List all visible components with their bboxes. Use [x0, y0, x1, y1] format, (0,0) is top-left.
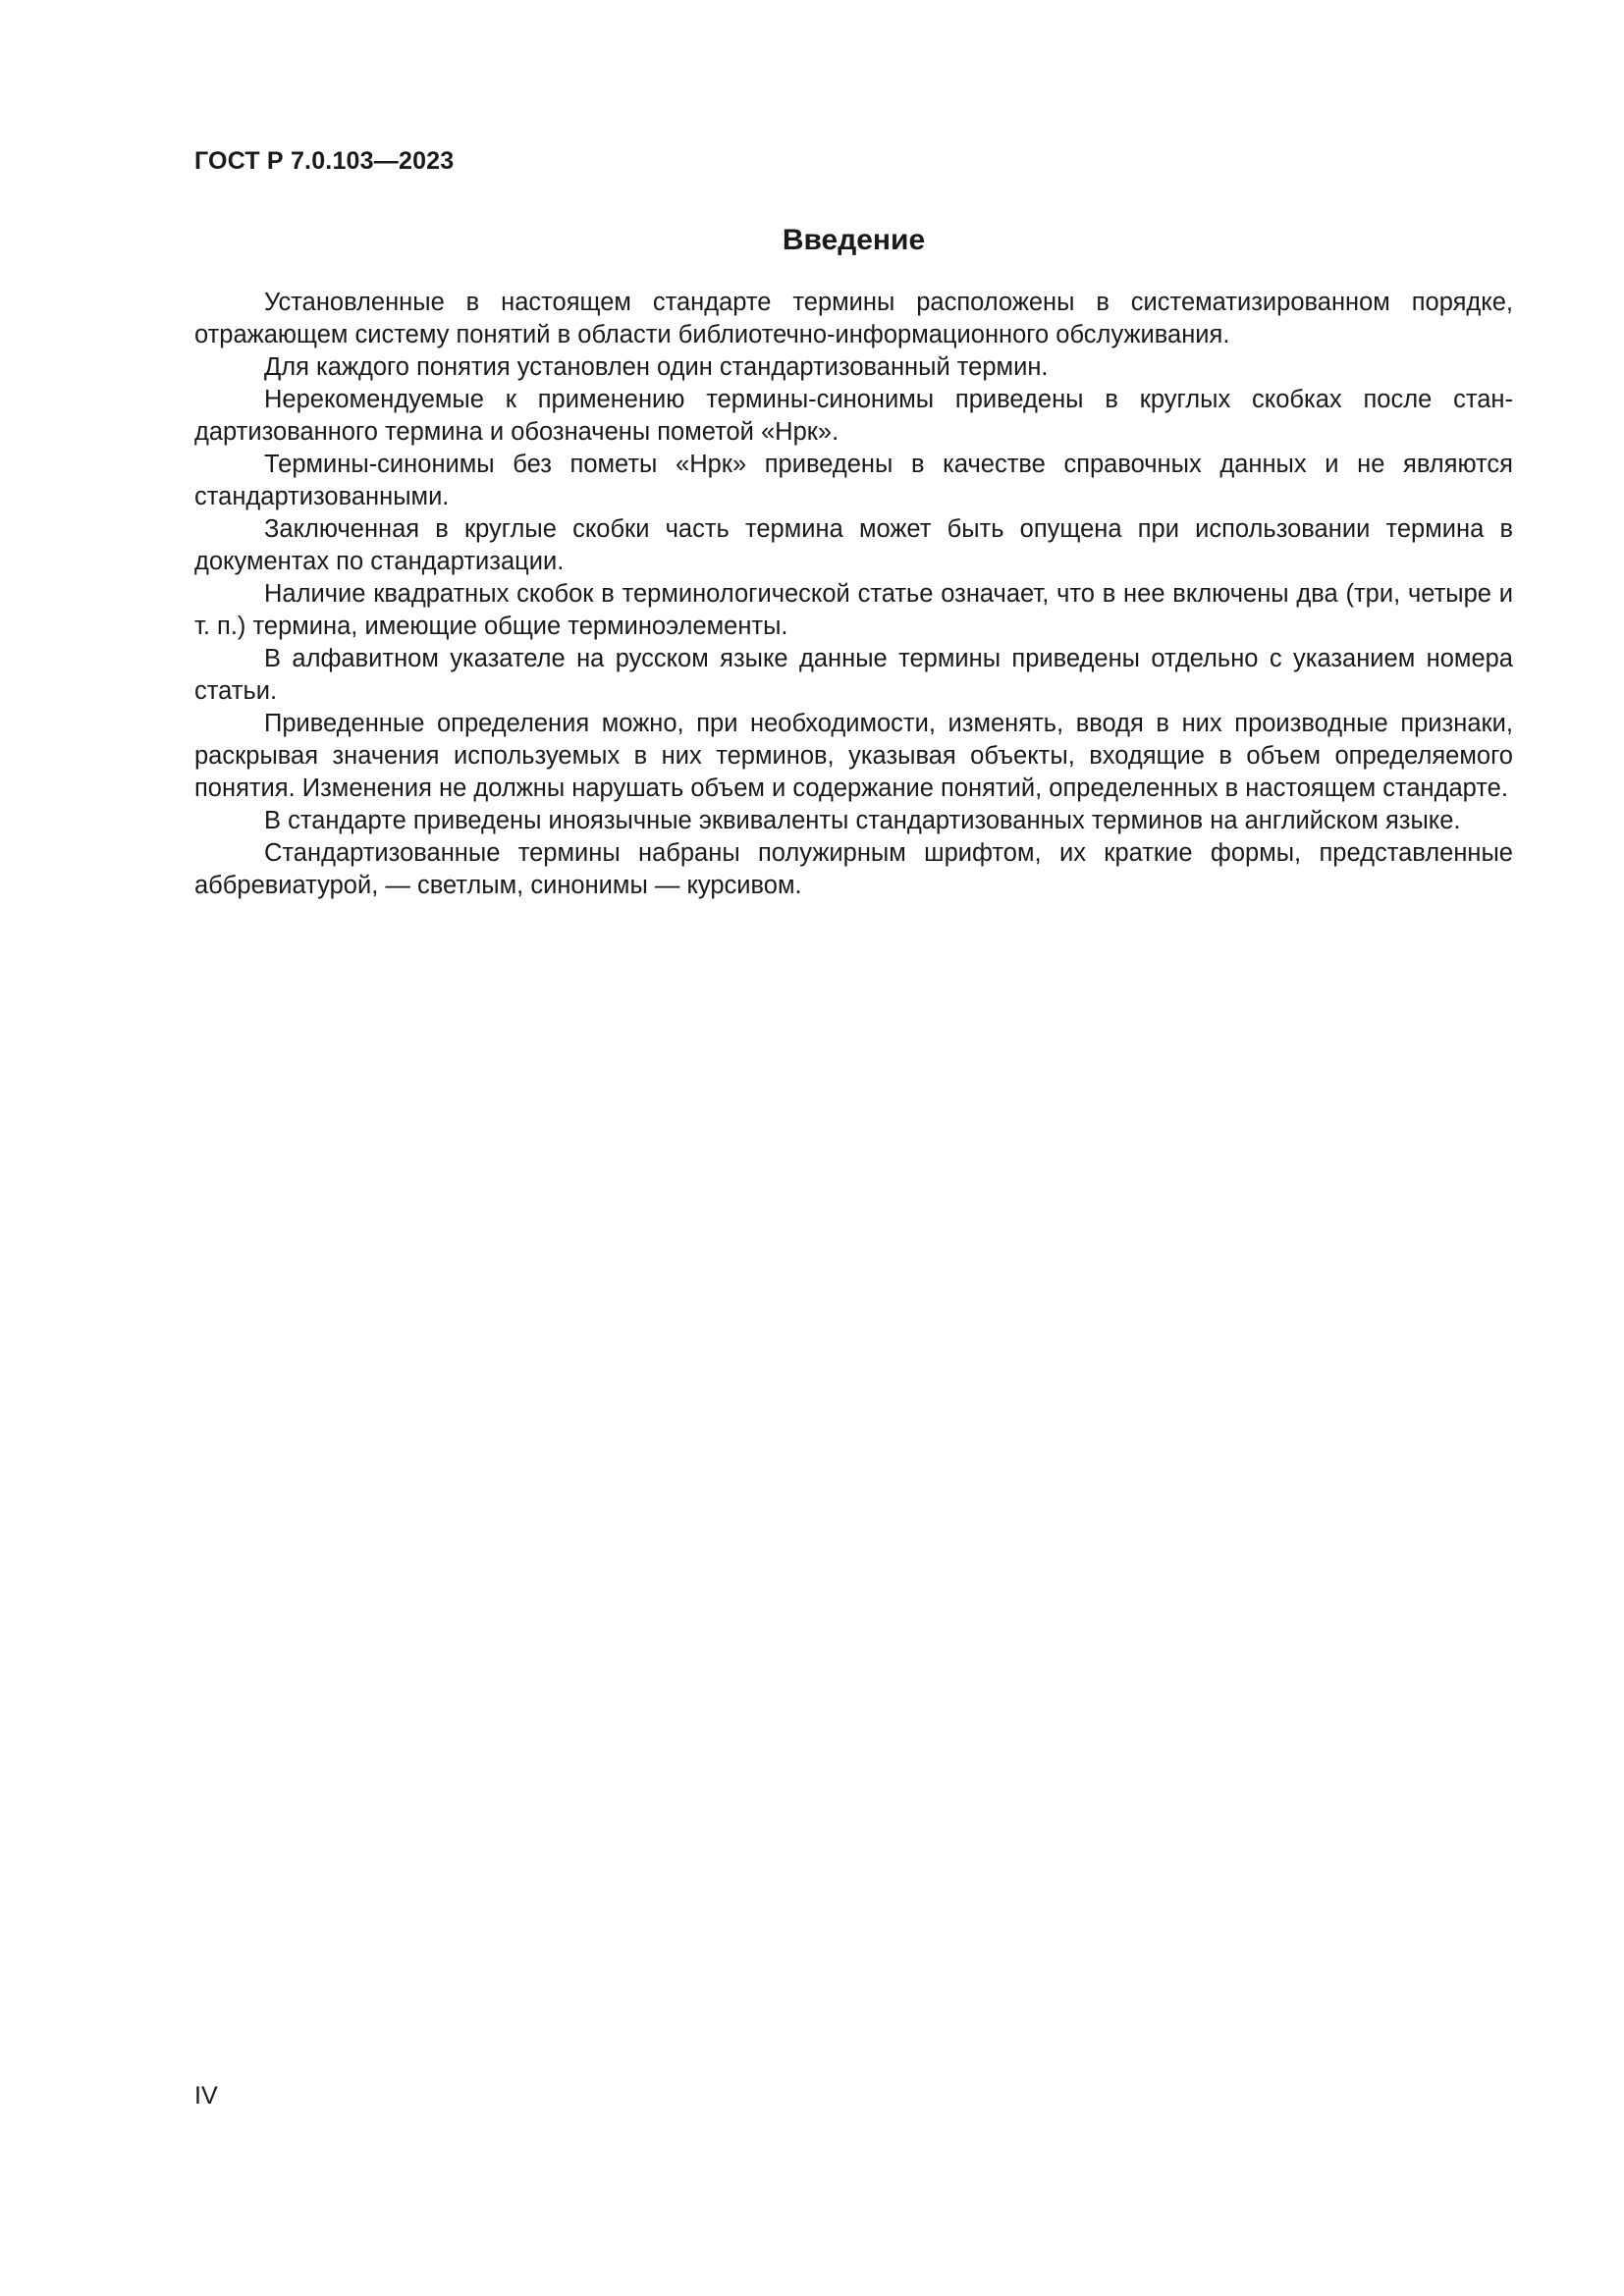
paragraph: Установленные в настоящем стандарте термины расположены в систематизированном порядке, отражающем систему понятий в области библиотечно-информационного обслуживания.: [194, 289, 1513, 348]
page-number: IV: [194, 2082, 218, 2109]
section-title: Введение: [782, 224, 926, 256]
paragraph: Наличие квадратных скобок в терминологической статье означает, что в нее включены два (три, четыре и т. п.) термина, имеющие общие терминоэлементы.: [194, 580, 1513, 640]
paragraph: Термины-синонимы без пометы «Нрк» приведены в качестве справочных данных и не являются стандартизованными.: [194, 451, 1513, 510]
paragraph: Стандартизованные термины набраны полужирным шрифтом, их краткие формы, представленные аббревиатурой, — светлым, синонимы — курсивом.: [194, 839, 1513, 899]
paragraph: В стандарте приведены иноязычные эквиваленты стандартизованных терминов на английском языке.: [264, 807, 1461, 834]
introduction-body: [194, 287, 1513, 902]
document-code-header: ГОСТ Р 7.0.103—2023: [194, 147, 455, 175]
paragraph: Нерекомендуемые к применению термины-синонимы приведены в круглых скобках после стандартизованного термина и обозначены пометой «Нрк».: [194, 386, 1513, 446]
paragraph: В алфавитном указателе на русском языке данные термины приведены отдельно с указанием номера статьи.: [194, 645, 1513, 705]
paragraph: Для каждого понятия установлен один стандартизованный термин.: [264, 353, 1049, 381]
paragraph: Заключенная в круглые скобки часть термина может быть опущена при использовании термина в документах по стандартизации.: [194, 515, 1513, 575]
paragraph: Приведенные определения можно, при необходимости, изменять, вводя в них производные признаки, раскрывая значения используемых в них терминов, указывая объекты, входящие в объем определяемого понятия. Изменения не должны нарушать объем и содержание понятий, определенных в настоящем стандарте.: [194, 710, 1513, 802]
